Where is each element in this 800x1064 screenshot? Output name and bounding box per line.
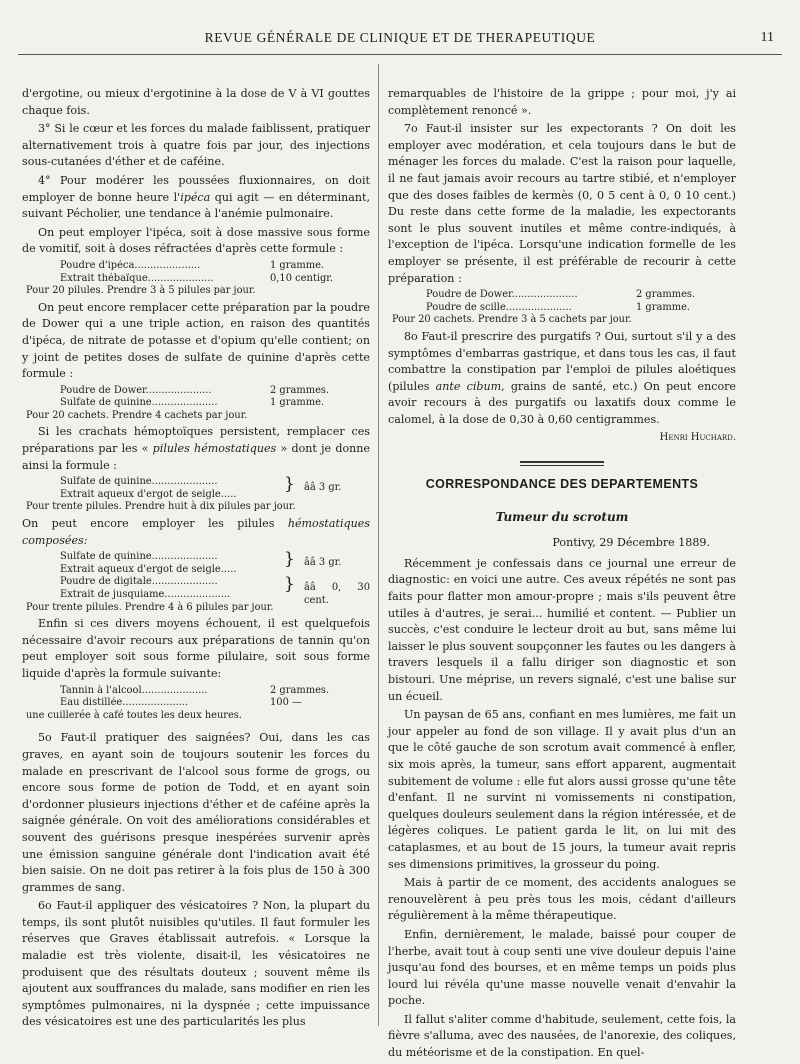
paragraph: On peut encore employer les pilules hémostatiques composées: (22, 517, 370, 547)
left-column (22, 86, 370, 1033)
prescription-compound-pills: Sulfate de quinine..................... Extrait aqueux d'ergot de seigle..... Poudre de digitale..................... Extrait de jusquiame..................... } ââ 3 gr. } ââ 0, 30 cent. Pour trente pilules. Prendre 4 à 6 pilules par jour. (26, 549, 370, 613)
header-rule (18, 54, 782, 55)
paragraph: Récemment je confessais dans ce journal une erreur de diagnostic: en voici une autre. Ces aveux répétés ne sont pas faits pour flatter mon amour-propre ; mais s'ils peuvent être utiles à d'autres, je serai... humilié et content. — Publier un succès, c'est conduire le lecteur droit au but, sans même lui laisser le plus souvent soupçonner les fautes ou les dangers à travers lesquels il a fallu diriger son diagnostic et son bistouri. Une méprise, un revers signalé, c'est une balise sur un écueil. (388, 556, 736, 703)
paragraph: d'ergotine, ou mieux d'ergotinine à la dose de V à VI gouttes chaque fois. (22, 87, 370, 117)
paragraph: 7o Faut-il insister sur les expectorants ? On doit les employer avec modération, et cela toujours dans le but de ménager les forces du malade. C'est la raison pour laquelle, il ne faut jamais avoir recours au tartre stibié, et n'employer que des doses faibles de kermès (0, 0 5 cent à 0, 0 10 cent.) Du reste dans cette forme de la maladie, les expectorants sont le plus souvent inutiles et même contre-indiqués, à l'exception de l'ipéca. Lorsqu'une indication formelle de les employer se présente, il est préférable de recourir à cette préparation : (388, 122, 736, 285)
paragraph: On peut employer l'ipéca, soit à dose massive sous forme de vomitif, soit à doses réfractées d'après cette formule : (22, 225, 370, 256)
paragraph: Il fallut s'aliter comme d'habitude, seulement, cette fois, la fièvre s'alluma, avec des nausées, de l'anorexie, des coliques, du météorisme et de la constipation. En quel- (388, 1012, 736, 1060)
section-separator (520, 461, 604, 466)
paragraph: remarquables de l'histoire de la grippe ; pour moi, j'y ai complètement renoncé ». (388, 87, 736, 117)
paragraph: Un paysan de 65 ans, confiant en mes lumières, me fait un jour appeler au fond de son village. Il y avait plus d'un an que le côté gauche de son scrotum avait commencé à enfler, six mois après, la tumeur, sans effort apparent, augmentait subitement de volume : elle fut alors aussi grosse qu'une tête d'enfant. Il ne survint ni vomissements ni constipation, quelques douleurs seulement dans la région intéressée, et de légères coliques. Le patient garda le lit, on lui mit des cataplasmes, et au bout de 15 jours, la tumeur avait repris ses dimensions primitives, la grosseur du poing. (388, 708, 736, 871)
paragraph: Enfin, dernièrement, le malade, baissé pour couper de l'herbe, avait tout à coup senti une vive douleur depuis l'aine jusqu'au fond des bourses, et en même temps un poids plus lourd lui révéla qu'une masse nouvelle venait d'envahir la poche. (388, 927, 736, 1008)
paragraph: 5o Faut-il pratiquer des saignées? Oui, dans les cas graves, en ayant soin de toujours soutenir les forces du malade en prescrivant de l'alcool sous forme de grogs, ou encore sous forme de potion de Todd, et en ayant soin d'ordonner plusieurs injections d'éther et de caféine après la saignée générale. On voit des améliorations considérables et souvent des guérisons presque inespérées survenir après une émission sanguine générale dont l'indication avait été bien saisie. On ne doit pas retirer à la fois plus de 150 à 300 grammes de sang. (22, 731, 370, 894)
paragraph: 6o Faut-il appliquer des vésicatoires ? Non, la plupart du temps, ils sont plutôt nuisibles qu'utiles. Il faut formuler les réserves que Graves établissait autrefois. « Lorsque la maladie est très violente, disait-il, les vésicatoires ne produisent que des résultats douteux ; souvent même ils ajoutent aux souffrances du malade, sans modifier en rien les symptômes pulmonaires, ni la dyspnée ; cette impuissance des vésicatoires est une des particularités les plus (22, 899, 370, 1029)
prescription-dower-quinine: Poudre de Dower..................... 2 grammes. Sulfate de quinine..................... 1 gramme. Pour 20 cachets. Prendre 4 cachets par jour. (26, 384, 330, 421)
author-signature: Henri Huchard. (659, 432, 736, 444)
paragraph: Mais à partir de ce moment, des accidents analogues se renouvelèrent à peu près tous les mois, cédant d'ailleurs régulièrement à la même thérapeutique. (388, 876, 736, 923)
article-title: Tumeur du scrotum (495, 509, 629, 524)
page-header (18, 30, 782, 52)
prescription-hemostatic-pills: Sulfate de quinine..................... Extrait aqueux d'ergot de seigle..... } ââ 3 gr. Pour trente pilules. Prendre huit à dix pilules par jour. (26, 474, 342, 513)
page-number: 11 (760, 30, 774, 45)
paragraph: Enfin si ces divers moyens échouent, il est quelquefois nécessaire d'avoir recours aux préparations de tannin qu'on peut employer soit sous forme pilulaire, soit sous forme liquide d'après la formule suivante: (22, 617, 370, 680)
paragraph: 8o Faut-il prescrire des purgatifs ? Oui, surtout s'il y a des symptômes d'embarras gastrique, et dans tous les cas, il faut combattre la constipation par l'emploi de pilules aloétiques (pilules ante cibum, grains de santé, etc.) On peut encore avoir recours à des purgatifs ou laxatifs doux comme le calomel, à la dose de 0,30 à 0,60 centigrammes. (388, 329, 736, 426)
prescription-tannin: Tannin à l'alcool..................... 2 grammes. Eau distillée..................... 100 — une cuillerée à café toutes les deux heures. (26, 684, 330, 721)
right-column (388, 86, 736, 1064)
paragraph: On peut encore remplacer cette préparation par la poudre de Dower qui a une triple action, en raison des quantités d'ipéca, de nitrate de potasse et d'opium qu'elle contient; on y joint de petites doses de sulfate de quinine d'après cette formule : (22, 300, 370, 381)
paragraph: 4° Pour modérer les poussées fluxionnaires, on doit employer de bonne heure l'ipéca qui agit — en déterminant, suivant Pécholier, une tendance à l'anémie pulmonaire. (22, 173, 371, 221)
section-title: CORRESPONDANCE DES DEPARTEMENTS (425, 477, 699, 492)
place-date: Pontivy, 29 Décembre 1889. (552, 536, 710, 550)
column-divider (378, 64, 379, 1026)
paragraph: 3° Si le cœur et les forces du malade faiblissent, pratiquer alternativement trois à quatre fois par jour, des injections sous-cutanées d'éther et de caféine. (22, 122, 370, 169)
running-title: REVUE GÉNÉRALE DE CLINIQUE ET DE THERAPEUTIQUE (204, 30, 596, 45)
prescription-dower-scille: Poudre de Dower..................... 2 grammes. Poudre de scille..................... 1 gramme. Pour 20 cachets. Prendre 3 à 5 cachets par jour. (392, 289, 696, 326)
prescription-ipeca: Poudre d'ipéca..................... 1 gramme. Extrait thébaïque..................... 0,10 centigr. Pour 20 pilules. Prendre 3 à 5 pilules par jour. (26, 259, 334, 297)
paragraph: Si les crachats hémoptoïques persistent, remplacer ces préparations par les « pilules hémostatiques » dont je donne ainsi la formule : (22, 425, 370, 472)
